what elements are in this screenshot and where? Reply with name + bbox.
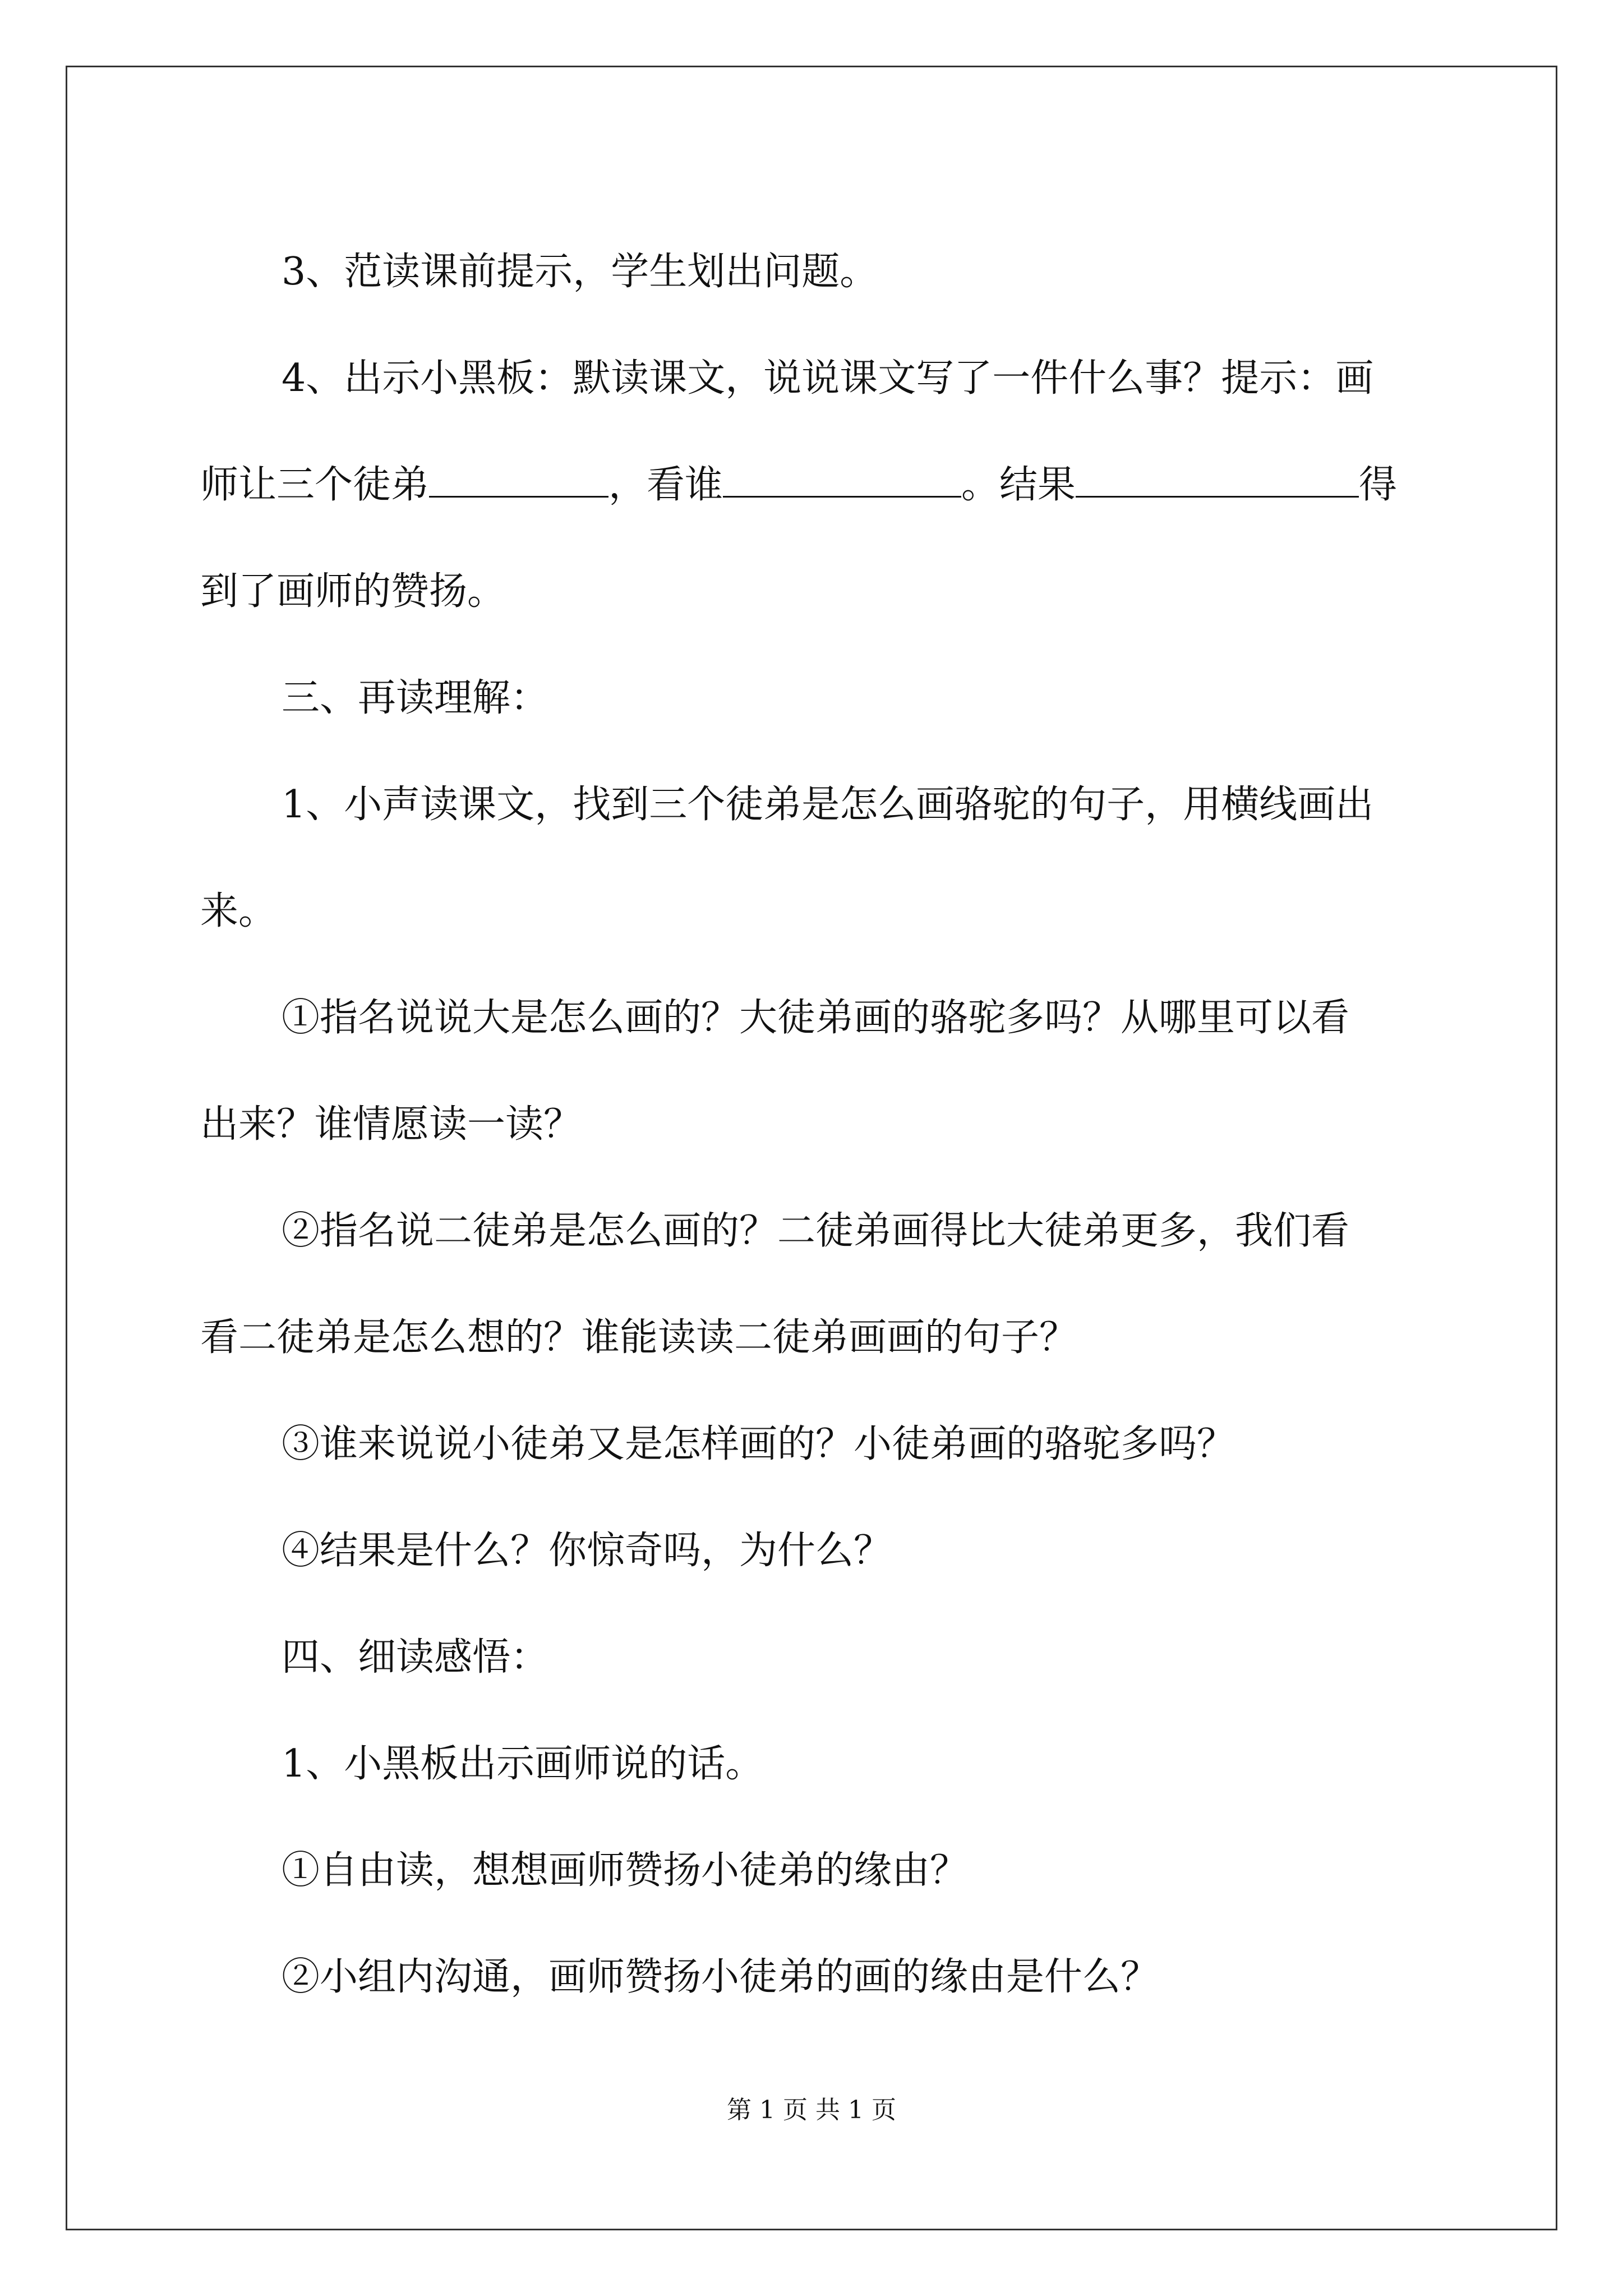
fill-text: ，看谁 (608, 463, 723, 507)
paragraph: ④结果是什么？你惊奇吗，为什么？ (282, 1529, 892, 1573)
paragraph: 1、小黑板出示画师说的话。 (282, 1742, 764, 1786)
answer-blank[interactable] (429, 460, 608, 498)
page-number-footer: 第 1 页 共 1 页 (727, 2096, 896, 2124)
paragraph: 到了画师的赞扬。 (200, 569, 506, 614)
paragraph: ③谁来说说小徒弟又是怎样画的？小徒弟画的骆驼多吗？ (282, 1422, 1235, 1466)
paragraph: 3、范读课前提示，学生划出问题。 (282, 250, 878, 294)
paragraph: ①自由读，想想画师赞扬小徒弟的缘由？ (282, 1848, 969, 1893)
paragraph: 出来？谁情愿读一读？ (200, 1102, 582, 1147)
fill-in-paragraph (200, 432, 1434, 539)
document-body (200, 219, 1434, 2031)
fill-text: 。结果 (961, 463, 1076, 507)
section-heading: 三、再读理解： (282, 676, 549, 720)
answer-blank[interactable] (1076, 460, 1359, 498)
section-heading: 四、细读感悟： (282, 1635, 549, 1680)
paragraph: 来。 (200, 889, 277, 933)
fill-text: 得 (1359, 463, 1398, 507)
paragraph: ②指名说二徒弟是怎么画的？二徒弟画得比大徒弟更多，我们看 (282, 1209, 1350, 1253)
paragraph: 看二徒弟是怎么想的？谁能读读二徒弟画画的句子？ (200, 1315, 1078, 1360)
answer-blank[interactable] (723, 460, 961, 498)
paragraph: ①指名说说大是怎么画的？大徒弟画的骆驼多吗？从哪里可以看 (282, 996, 1350, 1040)
paragraph: ②小组内沟通，画师赞扬小徒弟的画的缘由是什么？ (282, 1955, 1159, 1999)
fill-text: 师让三个徒弟 (200, 463, 430, 507)
paragraph: 1、小声读课文，找到三个徒弟是怎么画骆驼的句子，用横线画出 (282, 783, 1374, 827)
paragraph: 4、出示小黑板：默读课文，说说课文写了一件什么事？提示：画 (282, 356, 1374, 401)
